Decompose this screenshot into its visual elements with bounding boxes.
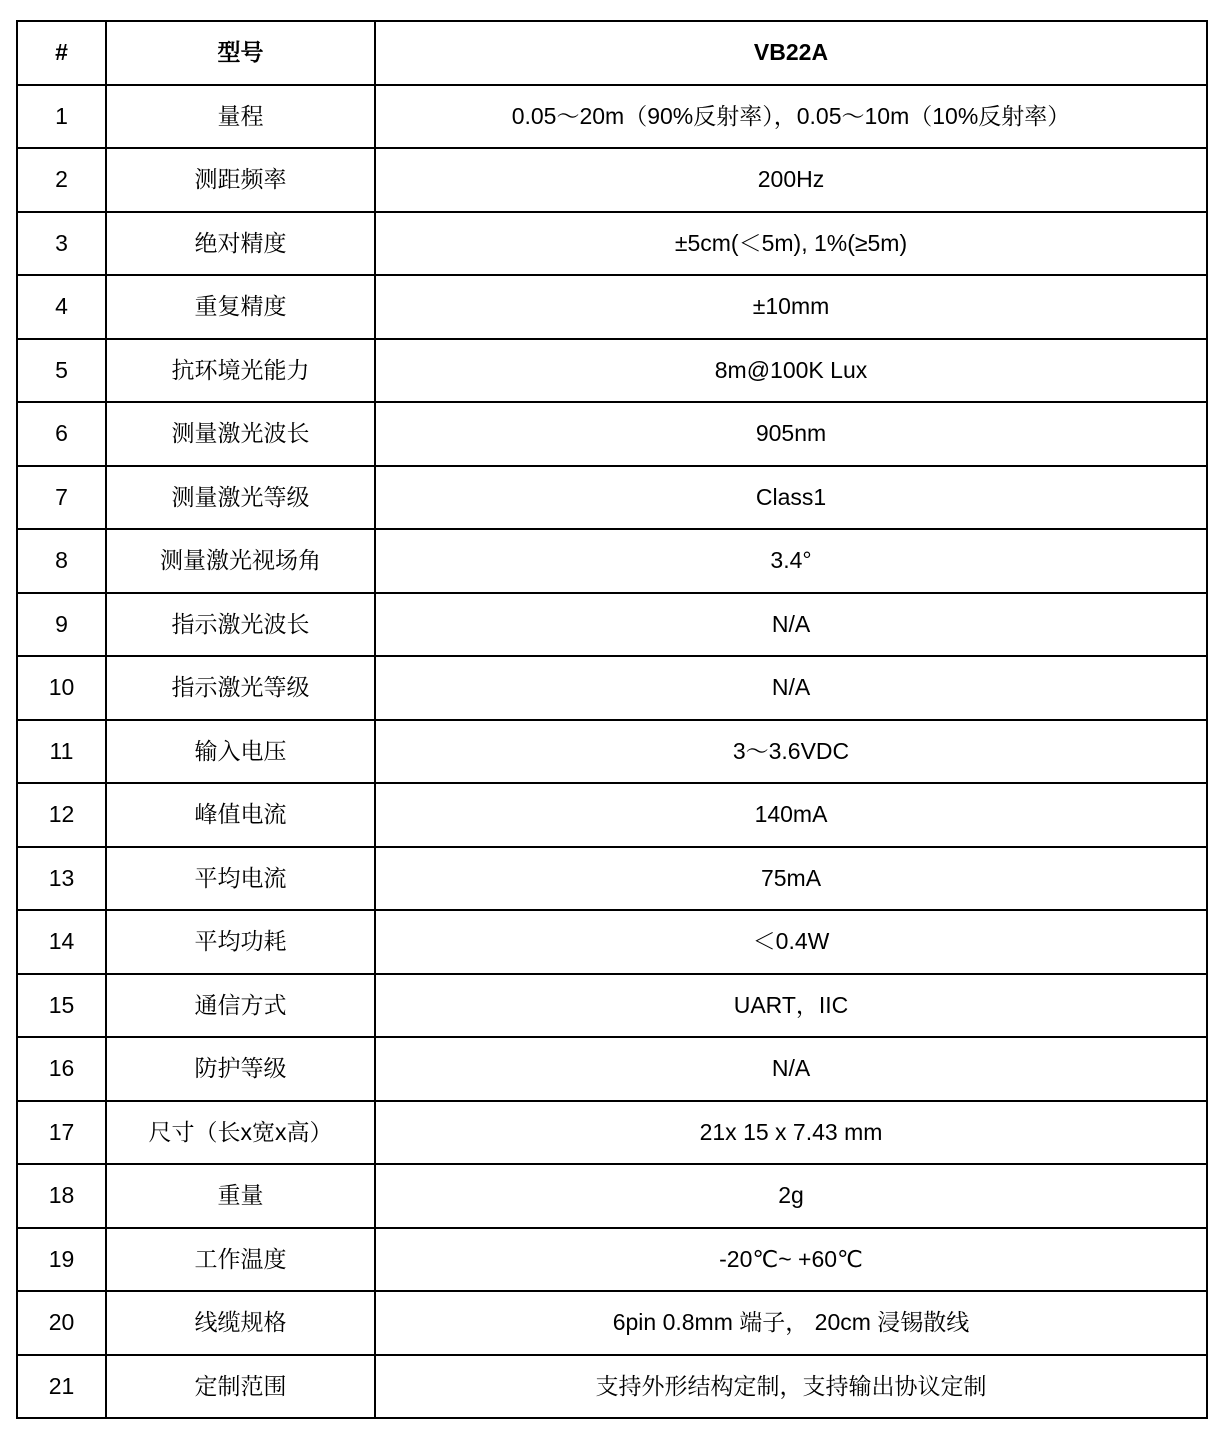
row-number: 1 xyxy=(17,85,106,149)
parameter-value: -20℃~ +60℃ xyxy=(375,1228,1207,1292)
table-row xyxy=(17,910,1207,974)
row-number: 17 xyxy=(17,1101,106,1165)
row-number: 6 xyxy=(17,402,106,466)
parameter-value: 140mA xyxy=(375,783,1207,847)
table-row xyxy=(17,466,1207,530)
parameter-value: 8m@100K Lux xyxy=(375,339,1207,403)
parameter-name: 防护等级 xyxy=(106,1037,375,1101)
table-row xyxy=(17,529,1207,593)
table-header-row xyxy=(17,21,1207,85)
row-number: 9 xyxy=(17,593,106,657)
spec-table xyxy=(16,20,1208,1419)
parameter-name: 线缆规格 xyxy=(106,1291,375,1355)
row-number: 13 xyxy=(17,847,106,911)
row-number: 7 xyxy=(17,466,106,530)
row-number: 14 xyxy=(17,910,106,974)
parameter-name: 绝对精度 xyxy=(106,212,375,276)
parameter-value: UART，IIC xyxy=(375,974,1207,1038)
row-number: 4 xyxy=(17,275,106,339)
row-number: 3 xyxy=(17,212,106,276)
parameter-name: 测距频率 xyxy=(106,148,375,212)
parameter-value: 21x 15 x 7.43 mm xyxy=(375,1101,1207,1165)
parameter-name: 指示激光波长 xyxy=(106,593,375,657)
parameter-name: 输入电压 xyxy=(106,720,375,784)
row-number: 8 xyxy=(17,529,106,593)
parameter-value: 2g xyxy=(375,1164,1207,1228)
table-row xyxy=(17,1355,1207,1419)
parameter-value: 200Hz xyxy=(375,148,1207,212)
parameter-name: 指示激光等级 xyxy=(106,656,375,720)
parameter-value: 75mA xyxy=(375,847,1207,911)
table-row xyxy=(17,275,1207,339)
parameter-name: 重量 xyxy=(106,1164,375,1228)
table-row xyxy=(17,974,1207,1038)
table-row xyxy=(17,720,1207,784)
parameter-name: 测量激光波长 xyxy=(106,402,375,466)
parameter-name: 尺寸（长x宽x高） xyxy=(106,1101,375,1165)
parameter-value: ＜0.4W xyxy=(375,910,1207,974)
parameter-value: Class1 xyxy=(375,466,1207,530)
parameter-name: 峰值电流 xyxy=(106,783,375,847)
parameter-name: 测量激光等级 xyxy=(106,466,375,530)
header-model-value: VB22A xyxy=(375,21,1207,85)
parameter-name: 通信方式 xyxy=(106,974,375,1038)
parameter-name: 定制范围 xyxy=(106,1355,375,1419)
table-row xyxy=(17,656,1207,720)
parameter-value: N/A xyxy=(375,656,1207,720)
row-number: 20 xyxy=(17,1291,106,1355)
parameter-value: ±10mm xyxy=(375,275,1207,339)
table-row xyxy=(17,85,1207,149)
parameter-name: 平均功耗 xyxy=(106,910,375,974)
table-row xyxy=(17,1101,1207,1165)
table-row xyxy=(17,847,1207,911)
parameter-name: 工作温度 xyxy=(106,1228,375,1292)
table-body xyxy=(17,85,1207,1419)
table-row xyxy=(17,402,1207,466)
table-row xyxy=(17,339,1207,403)
row-number: 18 xyxy=(17,1164,106,1228)
header-model: 型号 xyxy=(106,21,375,85)
row-number: 15 xyxy=(17,974,106,1038)
row-number: 11 xyxy=(17,720,106,784)
row-number: 21 xyxy=(17,1355,106,1419)
table-row xyxy=(17,148,1207,212)
parameter-name: 抗环境光能力 xyxy=(106,339,375,403)
parameter-value: 0.05～20m（90%反射率），0.05～10m（10%反射率） xyxy=(375,85,1207,149)
parameter-name: 重复精度 xyxy=(106,275,375,339)
row-number: 12 xyxy=(17,783,106,847)
parameter-value: 6pin 0.8mm 端子， 20cm 浸锡散线 xyxy=(375,1291,1207,1355)
table-row xyxy=(17,1228,1207,1292)
parameter-value: ±5cm(＜5m), 1%(≥5m) xyxy=(375,212,1207,276)
table-row xyxy=(17,593,1207,657)
table-row xyxy=(17,783,1207,847)
parameter-value: 支持外形结构定制，支持输出协议定制 xyxy=(375,1355,1207,1419)
table-row xyxy=(17,1291,1207,1355)
parameter-value: 3.4° xyxy=(375,529,1207,593)
parameter-name: 测量激光视场角 xyxy=(106,529,375,593)
row-number: 2 xyxy=(17,148,106,212)
table-row xyxy=(17,212,1207,276)
row-number: 16 xyxy=(17,1037,106,1101)
row-number: 19 xyxy=(17,1228,106,1292)
table-row xyxy=(17,1164,1207,1228)
parameter-name: 量程 xyxy=(106,85,375,149)
parameter-value: 3～3.6VDC xyxy=(375,720,1207,784)
row-number: 5 xyxy=(17,339,106,403)
parameter-value: 905nm xyxy=(375,402,1207,466)
header-num: # xyxy=(17,21,106,85)
table-row xyxy=(17,1037,1207,1101)
parameter-value: N/A xyxy=(375,593,1207,657)
parameter-name: 平均电流 xyxy=(106,847,375,911)
parameter-value: N/A xyxy=(375,1037,1207,1101)
row-number: 10 xyxy=(17,656,106,720)
